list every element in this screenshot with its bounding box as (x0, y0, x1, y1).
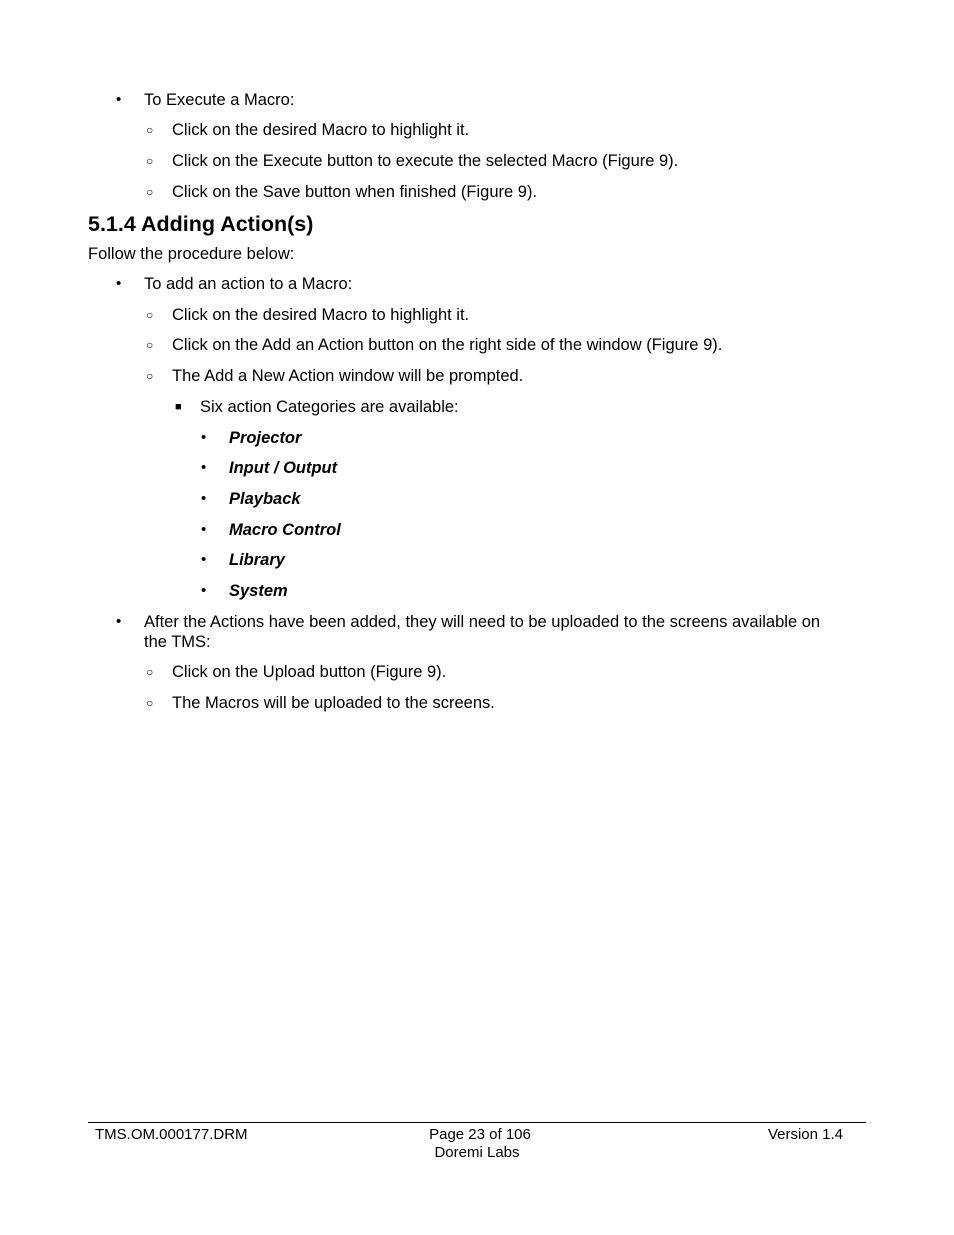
bullet-circle: ○ (146, 665, 154, 679)
bullet-dot: • (116, 91, 122, 108)
bullet-dot: • (201, 429, 207, 446)
category-item: Projector (229, 429, 302, 447)
section-lead: Follow the procedure below: (88, 245, 295, 263)
bullet-circle: ○ (146, 185, 154, 199)
category-item: Input / Output (229, 459, 338, 477)
execute-step: Click on the Execute button to execute the selected Macro (Figure 9). (172, 152, 679, 170)
add-action-step: The Add a New Action window will be prompted. (172, 367, 524, 385)
section-heading: 5.1.4 Adding Action(s) (88, 212, 314, 236)
bullet-dot: • (201, 582, 207, 599)
footer-divider (88, 1122, 866, 1123)
bullet-dot: • (116, 275, 122, 292)
bullet-dot: • (201, 521, 207, 538)
execute-step: Click on the Save button when finished (Figure 9). (172, 183, 538, 201)
bullet-square: ■ (175, 401, 182, 413)
add-action-step: Click on the Add an Action button on the right side of the window (Figure 9). (172, 336, 723, 354)
bullet-circle: ○ (146, 123, 154, 137)
upload-step: The Macros will be uploaded to the screens. (172, 694, 495, 712)
add-action-intro: To add an action to a Macro: (144, 275, 353, 293)
footer-page-number: Page 23 of 106 (429, 1126, 531, 1143)
add-action-step: Click on the desired Macro to highlight it. (172, 306, 470, 324)
upload-intro: After the Actions have been added, they will need to be uploaded to the screens available on (144, 613, 821, 631)
categories-intro: Six action Categories are available: (200, 398, 459, 416)
bullet-dot: • (201, 551, 207, 568)
bullet-circle: ○ (146, 338, 154, 352)
category-item: Macro Control (229, 521, 341, 539)
bullet-dot: • (201, 459, 207, 476)
footer-doc-id: TMS.OM.000177.DRM (95, 1126, 248, 1143)
bullet-circle: ○ (146, 696, 154, 710)
footer-company: Doremi Labs (434, 1144, 520, 1161)
category-item: Library (229, 551, 285, 569)
category-item: Playback (229, 490, 301, 508)
execute-intro: To Execute a Macro: (144, 91, 295, 109)
bullet-circle: ○ (146, 369, 154, 383)
bullet-circle: ○ (146, 154, 154, 168)
bullet-circle: ○ (146, 308, 154, 322)
bullet-dot: • (201, 490, 207, 507)
upload-intro-cont: the TMS: (144, 633, 211, 651)
footer-version: Version 1.4 (767, 1126, 843, 1143)
execute-step: Click on the desired Macro to highlight it. (172, 121, 470, 139)
upload-step: Click on the Upload button (Figure 9). (172, 663, 447, 681)
category-item: System (229, 582, 288, 600)
bullet-dot: • (116, 613, 122, 630)
